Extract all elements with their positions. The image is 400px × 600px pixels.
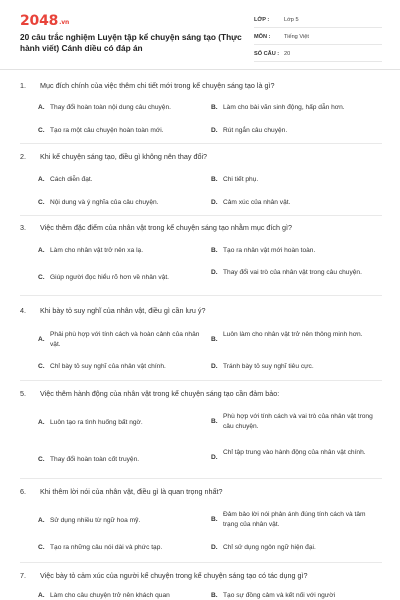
question-number: 6. <box>20 487 26 496</box>
option-letter: D. <box>211 454 218 461</box>
option-1d[interactable] <box>211 126 381 136</box>
option-letter: C. <box>38 456 45 463</box>
option-letter: C. <box>38 199 45 206</box>
option-text: Cảm xúc của nhân vật. <box>223 199 291 206</box>
question-number: 1. <box>20 81 26 90</box>
meta-value: 20 <box>284 51 291 57</box>
option-letter: D. <box>211 269 218 276</box>
option-text: Làm cho bài văn sinh động, hấp dẫn hơn. <box>223 104 345 111</box>
option-text: Tạo ra nhân vật mới hoàn toàn. <box>223 247 316 254</box>
option-text: Đảm bảo lời nói phản ánh đúng tính cách và tâm trạng của nhân vật. <box>223 511 366 528</box>
option-letter: C. <box>38 127 45 134</box>
option-letter: A. <box>38 592 45 599</box>
question-7 <box>20 571 382 581</box>
meta-key: LỚP : <box>254 17 270 23</box>
option-letter: B. <box>211 247 218 254</box>
question-text: Việc thêm đặc điểm của nhân vật trong kể chuyện sáng tạo nhằm mục đích gì? <box>40 223 292 232</box>
option-letter: C. <box>38 544 45 551</box>
option-1c[interactable] <box>38 126 208 136</box>
option-letter: B. <box>211 592 218 599</box>
site-logo[interactable] <box>20 13 69 29</box>
option-letter: C. <box>38 363 45 370</box>
option-letter: D. <box>211 127 218 134</box>
question-text: Khi kể chuyện sáng tạo, điều gì không nên thay đổi? <box>40 152 208 161</box>
option-letter: C. <box>38 274 45 281</box>
document-header <box>0 0 400 62</box>
option-text: Luôn làm cho nhân vật trở nên thông minh hơn. <box>223 331 363 338</box>
option-1b[interactable] <box>211 103 381 113</box>
option-3d[interactable] <box>211 268 381 278</box>
option-4a[interactable] <box>38 330 208 349</box>
meta-info <box>254 13 382 64</box>
logo-main: 2048 <box>20 13 59 29</box>
option-letter: B. <box>211 176 218 183</box>
option-4b[interactable] <box>211 330 381 345</box>
question-text: Mục đích chính của việc thêm chi tiết mới trong kể chuyện sáng tạo là gì? <box>40 81 275 90</box>
option-6c[interactable] <box>38 543 208 553</box>
option-6d[interactable] <box>211 543 381 553</box>
option-5c[interactable] <box>38 455 208 465</box>
option-2a[interactable] <box>38 175 208 185</box>
option-letter: A. <box>38 419 45 426</box>
option-text: Nội dung và ý nghĩa của câu chuyện. <box>50 199 159 206</box>
option-text: Thay đổi hoàn toàn nội dung câu chuyện. <box>50 104 171 111</box>
question-2 <box>20 152 382 162</box>
option-text: Thay đổi hoàn toàn cốt truyện. <box>50 456 140 463</box>
option-3b[interactable] <box>211 246 381 256</box>
option-letter: A. <box>38 176 45 183</box>
option-letter: B. <box>211 104 218 111</box>
question-divider <box>20 380 382 381</box>
option-text: Giúp người đọc hiểu rõ hơn về nhân vật. <box>50 274 169 281</box>
question-3 <box>20 223 382 233</box>
option-text: Chỉ sử dụng ngôn ngữ hiện đại. <box>223 544 316 551</box>
question-5 <box>20 389 382 399</box>
question-text: Khi thêm lời nói của nhân vật, điều gì là quan trọng nhất? <box>40 487 223 496</box>
option-text: Cách diễn đạt. <box>50 176 93 183</box>
option-5a[interactable] <box>38 418 208 428</box>
option-text: Tránh bày tỏ suy nghĩ tiêu cực. <box>223 363 314 370</box>
question-6 <box>20 487 382 497</box>
meta-row-class <box>254 13 382 28</box>
option-text: Rút ngắn câu chuyện. <box>223 127 288 134</box>
option-letter: D. <box>211 363 218 370</box>
meta-key: SỐ CÂU : <box>254 51 280 57</box>
option-1a[interactable] <box>38 103 208 113</box>
option-text: Làm cho nhân vật trở nên xa lạ. <box>50 247 144 254</box>
option-text: Tạo ra những câu nói dài và phức tạp. <box>50 544 163 551</box>
question-4 <box>20 306 382 316</box>
option-text: Chi tiết phụ. <box>223 176 259 183</box>
question-divider <box>20 478 382 479</box>
option-text: Tạo sự đồng cảm và kết nối với người <box>223 592 336 599</box>
option-letter: B. <box>211 336 218 343</box>
option-2d[interactable] <box>211 198 381 208</box>
option-text: Làm cho câu chuyện trở nên khách quan <box>50 592 170 599</box>
meta-row-count <box>254 47 382 62</box>
option-text: Chỉ tập trung vào hành động của nhân vật chính. <box>223 449 366 456</box>
logo-suffix: .vn <box>59 19 70 26</box>
option-letter: A. <box>38 247 45 254</box>
option-letter: B. <box>211 418 218 425</box>
option-text: Chỉ bày tỏ suy nghĩ của nhân vật chính. <box>50 363 166 370</box>
option-text: Luôn tạo ra tình huống bất ngờ. <box>50 419 143 426</box>
option-5b[interactable] <box>211 412 381 431</box>
question-1 <box>20 81 382 91</box>
page-title: 20 câu trắc nghiệm Luyện tập kể chuyện sáng tạo (Thực hành viết) Cánh diều có đáp án <box>20 32 242 53</box>
option-7a[interactable] <box>38 591 208 600</box>
option-letter: A. <box>38 517 45 524</box>
question-text: Khi bày tỏ suy nghĩ của nhân vật, điều gì cần lưu ý? <box>40 306 206 315</box>
option-letter: A. <box>38 336 45 343</box>
option-letter: B. <box>211 516 218 523</box>
question-divider <box>20 295 382 296</box>
meta-row-subject <box>254 30 382 45</box>
question-text: Việc thêm hành động của nhân vật trong kể chuyện sáng tạo cần đảm bảo: <box>40 389 280 398</box>
option-text: Tạo ra một câu chuyện hoàn toàn mới. <box>50 127 164 134</box>
option-4c[interactable] <box>38 362 208 372</box>
option-3c[interactable] <box>38 273 208 283</box>
option-3a[interactable] <box>38 246 208 256</box>
option-6b[interactable] <box>211 510 381 529</box>
option-5d[interactable] <box>211 448 381 463</box>
option-4d[interactable] <box>211 362 381 372</box>
option-7b[interactable] <box>211 591 381 600</box>
question-number: 3. <box>20 223 26 232</box>
meta-key: MÔN : <box>254 34 271 40</box>
option-text: Thay đổi vai trò của nhân vật trong câu chuyện. <box>223 269 362 276</box>
option-2b[interactable] <box>211 175 381 185</box>
meta-value: Lớp 5 <box>284 17 299 23</box>
option-6a[interactable] <box>38 516 208 526</box>
option-2c[interactable] <box>38 198 208 208</box>
question-divider <box>20 215 382 216</box>
question-number: 2. <box>20 152 26 161</box>
option-text: Sử dụng nhiều từ ngữ hoa mỹ. <box>50 517 141 524</box>
question-text: Việc bày tỏ cảm xúc của người kể chuyện trong kể chuyện sáng tạo có tác dụng gì? <box>40 571 308 580</box>
option-text: Phải phù hợp với tính cách và hoàn cảnh của nhân vật. <box>50 331 200 348</box>
header-divider <box>0 69 400 70</box>
option-letter: A. <box>38 104 45 111</box>
question-number: 7. <box>20 571 26 580</box>
option-letter: D. <box>211 199 218 206</box>
question-divider <box>20 562 382 563</box>
question-divider <box>20 143 382 144</box>
option-text: Phù hợp với tính cách và vai trò của nhân vật trong câu chuyện. <box>223 413 373 430</box>
meta-value: Tiếng Việt <box>284 34 309 40</box>
question-number: 5. <box>20 389 26 398</box>
question-number: 4. <box>20 306 26 315</box>
option-letter: D. <box>211 544 218 551</box>
